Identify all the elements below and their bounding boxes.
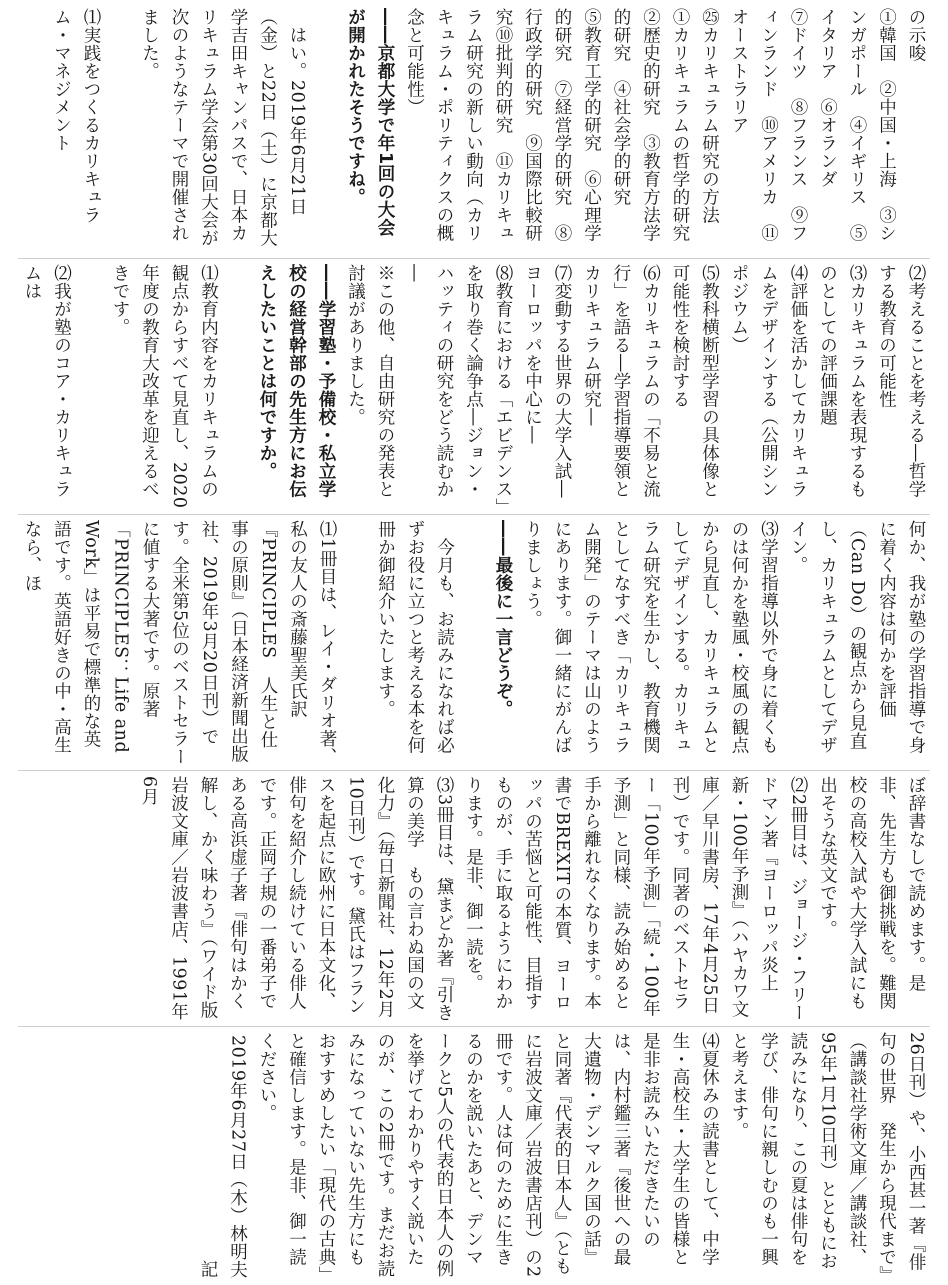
list-item: ⑵我が塾のコア・カリキュラムは (22, 264, 72, 498)
list-item: ⑴実践をつくるカリキュラム・マネジメント (51, 8, 101, 224)
list-item: ㉕カリキュラム研究の方法 (699, 8, 720, 224)
text-band-5 (18, 1032, 930, 1278)
band-divider (18, 1026, 930, 1027)
text-band-2 (18, 264, 930, 510)
list-item: ⑻教育における「エビデンス」を取り巻く論争点―ジョン・ハッティの研究をどう読むか― (404, 264, 513, 508)
paragraph: 何か、我が塾の学習指導で身に着く内容は何かを評価（Can Do）の観点から見直し、カリキュラムとしてデザイン。 (788, 520, 926, 754)
list-item: ⑦ドイツ ⑧フランス ⑨フィンランド ⑩アメリカ ⑪オーストラリア (729, 8, 808, 242)
list-item: ⑶カリキュラムを表現するものとしての評価課題 (817, 264, 867, 498)
paragraph: はい。2019年6月21日（金）と22日（土）に京都大学吉田キャンパスで、日本カリキュラム学会第30回大会が次のようなテーマで開催されました。 (139, 8, 307, 248)
text-band-3 (18, 520, 930, 766)
list-item: ①カリキュラムの哲学的研究 (670, 8, 690, 242)
interview-question: ――最後に一言どうぞ。 (493, 520, 513, 718)
list-item: ⑶3冊目は、黛まどか著『引き算の美学 もの言わぬ国の文化力』（毎日新聞社、12年2月10日刊）です。黛氏はフランスを起点に欧州に日本文化、俳句を紹介し続けている俳人です。正岡子規の一番弟子である高浜虚子著『俳句はかく解し、かく味わう』（ワイド版岩波文庫／岩波書店、1991年6月 (139, 776, 454, 1022)
list-item: ②歴史的研究 ③教育方法学的研究 ④社会学的研究 (611, 8, 661, 242)
text-band-4 (18, 776, 930, 1022)
list-item: ⑺変動する世界の大学入試―ヨーロッパを中心に― (522, 264, 572, 498)
paragraph: 今月も、お読みになれば必ずお役に立つと考える本を何冊か御紹介いたします。 (375, 520, 455, 754)
band-divider (18, 514, 930, 515)
list-item: ⑵考えることを考える―哲学する教育の可能性 (876, 264, 926, 498)
list-item: ⑹カリキュラムの「不易と流行」を語る―学習指導要領とカリキュラム研究― (581, 264, 661, 498)
list-item: ⑤教育工学的研究 ⑥心理学的研究 ⑦経営学的研究 ⑧行政学的研究 ⑨国際比較研究⑩批判的研究 ⑪カリキュラム研究の新しい動向（カリキュラム・ポリティクスの概念と可能性） (404, 8, 602, 242)
text-band-1 (18, 8, 930, 254)
list-item: ⑴教育内容をカリキュラムの観点からすべて見直し、2020年度の教育大改革を迎えるべきです。 (110, 264, 219, 509)
list-item: ⑵2冊目は、ジョージ・フリードマン著『ヨーロッパ炎上 新・100年予測』（ハヤカワ文庫／早川書房、17年4月25日刊）です。同著のベストセラー「100年予測」「続・100年予測」と同様、読み始めると手から離れなくなります。本書でBREXITの本質、ヨーロッパの苦悩と可能性、目指すものが、手に取るようにわかります。是非、御一読を。 (463, 776, 808, 1022)
list-item: ⑷評価を活かしてカリキュラムをデザインする（公開シンポジウム） (729, 264, 808, 498)
list-item: ⑶学習指導以外で身に着くものは何かを塾風・校風の観点から見直し、カリキュラムとしてデザインする。カリキュラム研究を生かし、教育機関としてなすべき「カリキュラム開発」のテーマは山のようにあります。御一緒にがんばりましょう。 (522, 520, 779, 754)
paragraph: ぼ辞書なしで読めます。是非、先生方も御挑戦を。難関校の高校入試や大学入試にも出そうな英文です。 (817, 776, 926, 1010)
interview-question: ――学習塾・予備校・私立学校の経営幹部の先生方にお伝えしたいことは何ですか。 (257, 264, 336, 498)
interview-question: ――京都大学で年1回の大会が開かれたそうですね。 (345, 8, 395, 237)
list-item: ⑴1冊目は、レイ・ダリオ著、私の友人の斎藤聖美氏訳『PRINCIPLES 人生と仕事の原則』（日本経済新聞出版社、2019年3月20日刊）です。全米第5位のベストセラーに値する大著です。原著「PRINCIPLES：Life and Work」は平易で標準的な英語です。英語好きの中・高生なら、ほ (22, 520, 337, 766)
list-item: ⑷夏休みの読書として、中学生・高校生・大学生の皆様と是非お読みいただきたいのは、内村鑑三著『後世への最大遺物・デンマルク国の話』と同著『代表的日本人』（ともに岩波文庫／岩波書店刊）の2冊です。人は何のために生きるのかを説いたあと、デンマークと5人の代表的日本人の例を挙げてわかりやすく説いたのが、この2冊です。まだお読みになっていない先生方にもおすすめしたい「現代の古典」と確信します。是非、御一読ください。 (257, 1032, 720, 1278)
list-item: ⑸教科横断型学習の具体像と可能性を検討する (670, 264, 720, 498)
paragraph: の示唆 (906, 8, 926, 62)
author-signature: 2019年6月27日（木）林明夫記 (198, 1034, 248, 1278)
paragraph: 26日刊）や、小西甚一著『俳句の世界 発生から現代まで』（講談社学術文庫／講談社、95年1月10日刊）とともにお読みになり、この夏は俳句を学び、俳句に親しむのも一興と考えます。 (729, 1032, 926, 1276)
band-divider (18, 258, 930, 259)
note: ※この他、自由研究の発表と討議がありました。 (345, 264, 395, 498)
band-divider (18, 770, 930, 771)
list-item: ①韓国 ②中国・上海 ③シンガポール ④イギリス ⑤イタリア ⑥オランダ (817, 8, 897, 242)
